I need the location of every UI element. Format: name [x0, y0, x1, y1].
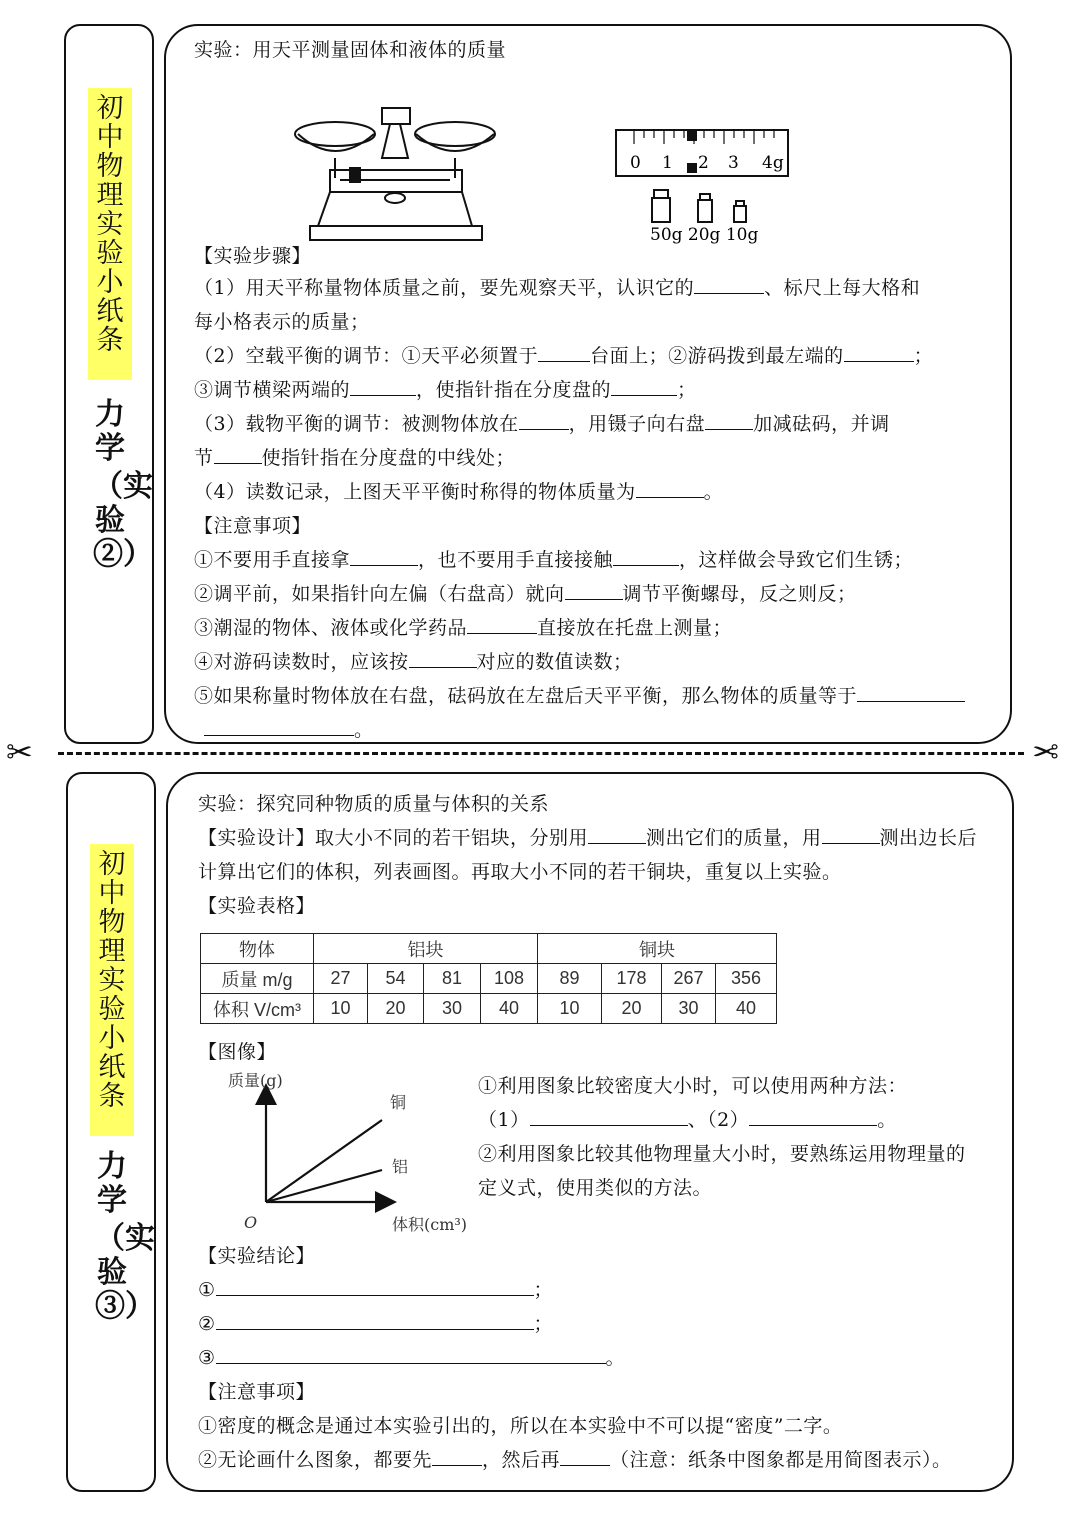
design-line-b: 计算出它们的体积，列表画图。再取大小不同的若干铜块，重复以上实验。	[198, 861, 842, 883]
data-table	[200, 933, 777, 1024]
mass-volume-graph	[226, 1066, 476, 1236]
label-aluminum: 铝	[392, 1157, 409, 1176]
table-header-aluminum: 铝块	[314, 934, 538, 964]
image-note-4: 定义式，使用类似的方法。	[478, 1177, 713, 1199]
table-cell: 178	[602, 964, 662, 994]
copper-line	[266, 1120, 382, 1202]
table-header-copper: 铜块	[538, 934, 777, 964]
blank[interactable]	[705, 412, 753, 430]
blank[interactable]	[350, 378, 416, 396]
table-header-object: 物体	[201, 934, 314, 964]
blank[interactable]	[204, 718, 354, 736]
ruler-label-4: 4g	[762, 153, 784, 173]
table-cell: 20	[602, 994, 662, 1024]
side-tab-1	[64, 24, 154, 744]
graph-xlabel: 体积(cm³)	[392, 1215, 468, 1234]
blank[interactable]	[611, 378, 677, 396]
steps-title: 【实验步骤】	[194, 245, 312, 267]
label-copper: 铜	[390, 1093, 407, 1112]
notes-title-1: 【注意事项】	[194, 515, 312, 537]
blank[interactable]	[822, 826, 880, 844]
blank[interactable]	[560, 1448, 610, 1466]
blank[interactable]	[749, 1108, 877, 1126]
design-line-a: 【实验设计】取大小不同的若干铝块，分别用 测出它们的质量，用 测出边长后	[198, 827, 978, 849]
blank[interactable]	[519, 412, 569, 430]
note-2-1: ①密度的概念是通过本实验引出的，所以在本实验中不可以提“密度”二字。	[198, 1415, 843, 1437]
aluminum-line	[266, 1170, 382, 1202]
table-row	[201, 934, 777, 964]
step-1-line-b: 每小格表示的质量；	[194, 311, 370, 333]
conclusion-title: 【实验结论】	[198, 1245, 316, 1267]
table-cell: 30	[424, 994, 481, 1024]
table-cell: 30	[662, 994, 716, 1024]
ruler-label-3: 3	[728, 153, 739, 173]
note-2-2: ②无论画什么图象，都要先 ，然后再 （注意：纸条中图象都是用简图表示）。	[198, 1449, 952, 1471]
step-2-line-b: ③调节横梁两端的 ，使指针指在分度盘的 ；	[194, 379, 697, 401]
rider-scale-and-weights	[612, 126, 792, 246]
blank[interactable]	[857, 684, 965, 702]
blank[interactable]	[613, 548, 679, 566]
ruler-label-0: 0	[630, 153, 641, 173]
side-title-2	[90, 844, 134, 1136]
note-3: ③潮湿的物体、液体或化学药品 直接放在托盘上测量；	[194, 617, 733, 639]
graph-origin: O	[244, 1213, 258, 1232]
blank[interactable]	[538, 344, 590, 362]
blank[interactable]	[432, 1448, 482, 1466]
table-cell: 27	[314, 964, 368, 994]
side-tab-2	[66, 772, 156, 1492]
note-4: ④对游码读数时，应该按 对应的数值读数；	[194, 651, 633, 673]
note-1: ①不要用手直接拿 ，也不要用手直接接触 ，这样做会导致它们生锈；	[194, 549, 914, 571]
blank[interactable]	[216, 1346, 606, 1364]
ruler-label-1: 1	[662, 153, 673, 173]
table-cell: 81	[424, 964, 481, 994]
side-sub-main: 力学	[95, 397, 125, 466]
heading-2: 实验：探究同种物质的质量与体积的关系	[198, 793, 550, 815]
table-cell: 108	[481, 964, 538, 994]
blank[interactable]	[216, 1278, 534, 1296]
side-subtitle-2	[90, 1149, 155, 1324]
side-sub-main: 力学	[97, 1149, 127, 1218]
cut-line	[58, 752, 1024, 755]
table-cell: 54	[368, 964, 424, 994]
scissors-right-icon: ✂	[1032, 733, 1059, 771]
blank[interactable]	[588, 826, 646, 844]
table-title: 【实验表格】	[198, 895, 316, 917]
note-5-line-b: 。	[204, 718, 374, 742]
image-title: 【图像】	[198, 1041, 277, 1063]
ruler-label-2: 2	[698, 153, 709, 173]
conclusion-2: ② ；	[198, 1313, 554, 1335]
table-cell: 89	[538, 964, 602, 994]
table-cell: 40	[481, 994, 538, 1024]
blank[interactable]	[530, 1108, 688, 1126]
step-2-line-a: （2）空载平衡的调节：①天平必须置于 台面上；②游码拨到最左端的 ；	[194, 345, 934, 367]
blank[interactable]	[565, 582, 623, 600]
side-subtitle-1	[88, 397, 153, 572]
image-note-2: （1） 、（2） 。	[478, 1109, 897, 1131]
side-title-1	[88, 88, 132, 380]
blank[interactable]	[216, 1312, 534, 1330]
table-cell: 40	[716, 994, 777, 1024]
table-row	[201, 964, 777, 994]
step-4-line: （4）读数记录，上图天平平衡时称得的物体质量为 。	[194, 481, 724, 503]
table-cell: 20	[368, 994, 424, 1024]
table-cell: 267	[662, 964, 716, 994]
heading-1: 实验：用天平测量固体和液体的质量	[194, 39, 507, 61]
blank[interactable]	[350, 548, 418, 566]
step-1-line-a: （1）用天平称量物体质量之前，要先观察天平，认识它的 、标尺上每大格和	[194, 277, 921, 299]
blank[interactable]	[636, 480, 704, 498]
blank[interactable]	[694, 276, 764, 294]
conclusion-1: ① ；	[198, 1279, 554, 1301]
note-5-line-a: ⑤如果称量时物体放在右盘，砝码放在左盘后天平平衡，那么物体的质量等于	[194, 684, 965, 708]
blank[interactable]	[214, 446, 262, 464]
table-cell: 10	[538, 994, 602, 1024]
step-3-line-b: 节 使指针指在分度盘的中线处；	[194, 447, 516, 469]
side-sub-paren: （实验③）	[95, 1221, 155, 1324]
note-2: ②调平前，如果指针向左偏（右盘高）就向 调节平衡螺母，反之则反；	[194, 583, 857, 605]
blank[interactable]	[409, 650, 477, 668]
graph-ylabel: 质量(g)	[228, 1071, 283, 1090]
table-row-label: 质量 m/g	[201, 964, 314, 994]
table-row-label: 体积 V/cm³	[201, 994, 314, 1024]
image-note-1: ①利用图象比较密度大小时，可以使用两种方法：	[478, 1075, 908, 1097]
weights-label: 50g 20g 10g	[650, 225, 759, 245]
blank[interactable]	[844, 344, 914, 362]
table-cell: 10	[314, 994, 368, 1024]
blank[interactable]	[467, 616, 537, 634]
image-note-3: ②利用图象比较其他物理量大小时，要熟练运用物理量的	[478, 1143, 966, 1165]
scissors-left-icon: ✂	[6, 733, 33, 771]
side-title-text: 初中物理实验小纸条	[96, 93, 124, 356]
balance-scale-figure	[290, 98, 500, 248]
side-sub-paren: （实验②）	[93, 469, 153, 572]
notes-title-2: 【注意事项】	[198, 1381, 316, 1403]
conclusion-3: ③ 。	[198, 1347, 626, 1369]
step-3-line-a: （3）载物平衡的调节：被测物体放在 ，用镊子向右盘 加减砝码，并调	[194, 413, 890, 435]
side-title-text: 初中物理实验小纸条	[98, 849, 126, 1112]
table-row	[201, 994, 777, 1024]
table-cell: 356	[716, 964, 777, 994]
